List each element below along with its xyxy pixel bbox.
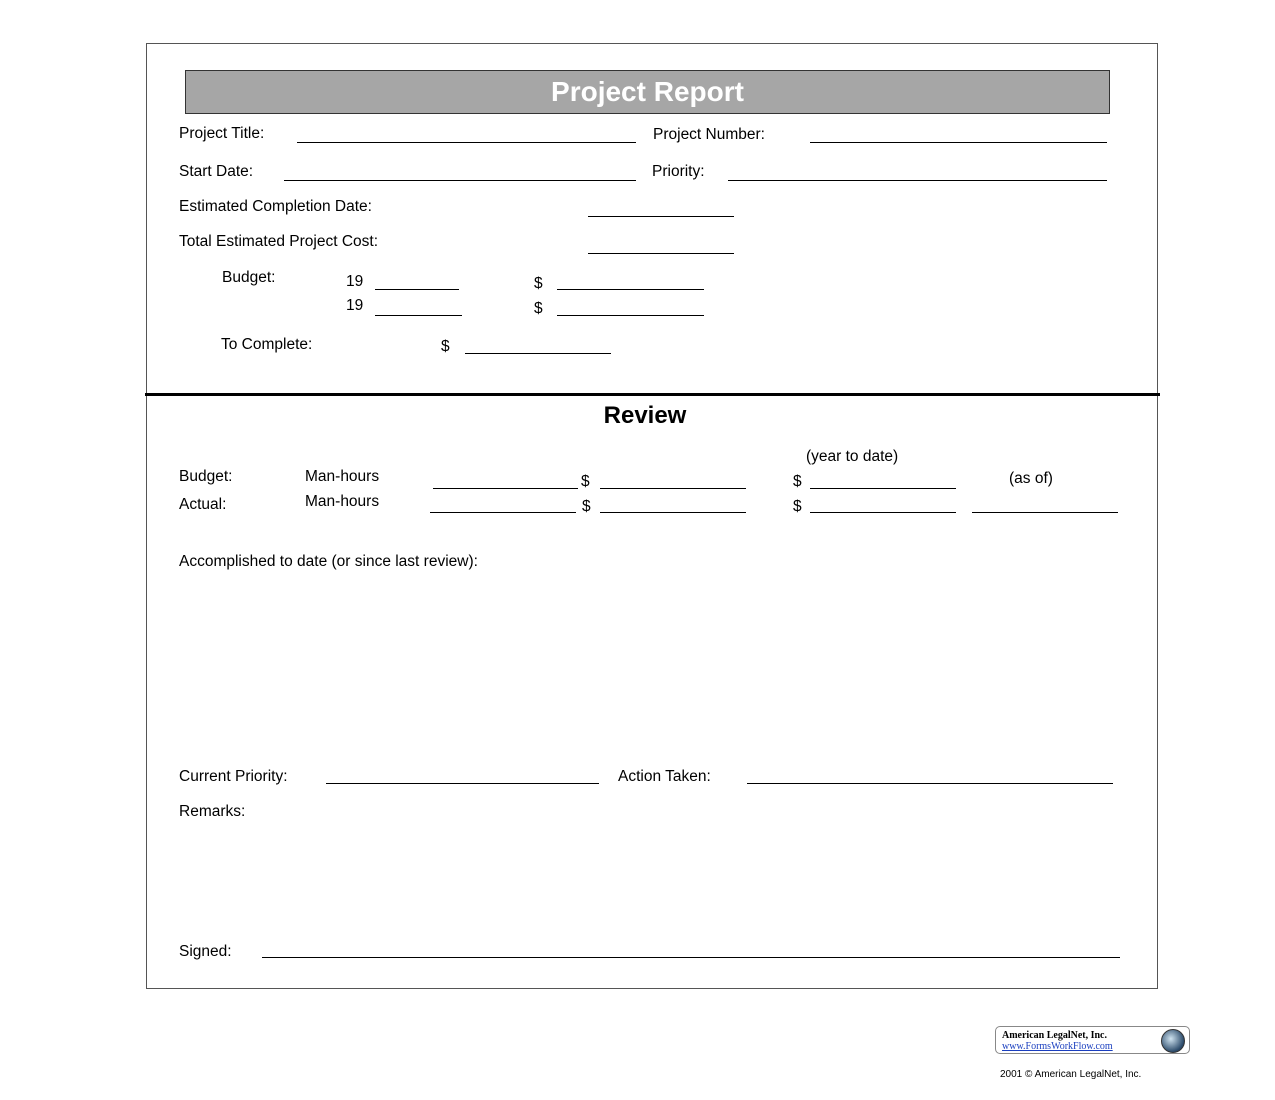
review-actual-label: Actual:	[179, 496, 227, 513]
actual-manhours-field[interactable]	[430, 512, 576, 513]
review-heading: Review	[603, 402, 687, 429]
current-priority-field[interactable]	[326, 783, 599, 784]
to-complete-label: To Complete:	[221, 336, 313, 353]
dollar-sign: $	[793, 498, 802, 515]
completion-date-label: Estimated Completion Date:	[179, 198, 372, 215]
action-taken-label: Action Taken:	[618, 768, 711, 785]
company-logo	[995, 1026, 1190, 1054]
signature-field[interactable]	[262, 957, 1120, 958]
cost-field[interactable]	[588, 253, 734, 254]
manhours-label: Man-hours	[305, 468, 380, 485]
remarks-label: Remarks:	[179, 803, 246, 820]
manhours-label: Man-hours	[305, 493, 380, 510]
budget-amount-field[interactable]	[600, 488, 746, 489]
form-frame	[146, 43, 1158, 989]
budget-year-2-field[interactable]	[375, 315, 462, 316]
dollar-sign: $	[582, 498, 591, 515]
project-title-label: Project Title:	[179, 125, 265, 142]
budget-ytd-field[interactable]	[810, 488, 956, 489]
budget-manhours-field[interactable]	[433, 488, 578, 489]
project-number-label: Project Number:	[653, 126, 765, 143]
budget-amount-2-field[interactable]	[557, 315, 704, 316]
dollar-sign: $	[534, 275, 543, 292]
section-divider	[145, 393, 1160, 396]
completion-date-field[interactable]	[588, 216, 734, 217]
start-date-label: Start Date:	[179, 163, 254, 180]
cost-label: Total Estimated Project Cost:	[179, 233, 378, 250]
signed-label: Signed:	[179, 943, 232, 960]
dollar-sign: $	[581, 473, 590, 490]
actual-amount-field[interactable]	[600, 512, 746, 513]
logo-url-link[interactable]: www.FormsWorkFlow.com	[1002, 1041, 1113, 1052]
copyright: 2001 © American LegalNet, Inc.	[1000, 1069, 1142, 1080]
priority-field[interactable]	[728, 180, 1107, 181]
dollar-sign: $	[534, 300, 543, 317]
as-of-field[interactable]	[972, 512, 1118, 513]
priority-label: Priority:	[652, 163, 705, 180]
budget-year-1: 19	[346, 273, 364, 290]
title-banner	[185, 70, 1110, 114]
project-number-field[interactable]	[810, 142, 1107, 143]
dollar-sign: $	[441, 338, 450, 355]
as-of-label: (as of)	[1009, 470, 1053, 487]
to-complete-field[interactable]	[465, 353, 611, 354]
accomplished-label: Accomplished to date (or since last review):	[179, 553, 478, 570]
budget-year-2: 19	[346, 297, 364, 314]
budget-label: Budget:	[222, 269, 276, 286]
action-taken-field[interactable]	[747, 783, 1113, 784]
current-priority-label: Current Priority:	[179, 768, 288, 785]
page-title: Project Report	[551, 76, 744, 107]
project-title-field[interactable]	[297, 142, 636, 143]
year-to-date-label: (year to date)	[806, 448, 899, 465]
globe-icon	[1161, 1029, 1185, 1053]
review-budget-label: Budget:	[179, 468, 233, 485]
budget-year-1-field[interactable]	[375, 289, 459, 290]
logo-company: American LegalNet, Inc.	[1002, 1030, 1107, 1041]
actual-ytd-field[interactable]	[810, 512, 956, 513]
start-date-field[interactable]	[284, 180, 636, 181]
budget-amount-1-field[interactable]	[557, 289, 704, 290]
dollar-sign: $	[793, 473, 802, 490]
